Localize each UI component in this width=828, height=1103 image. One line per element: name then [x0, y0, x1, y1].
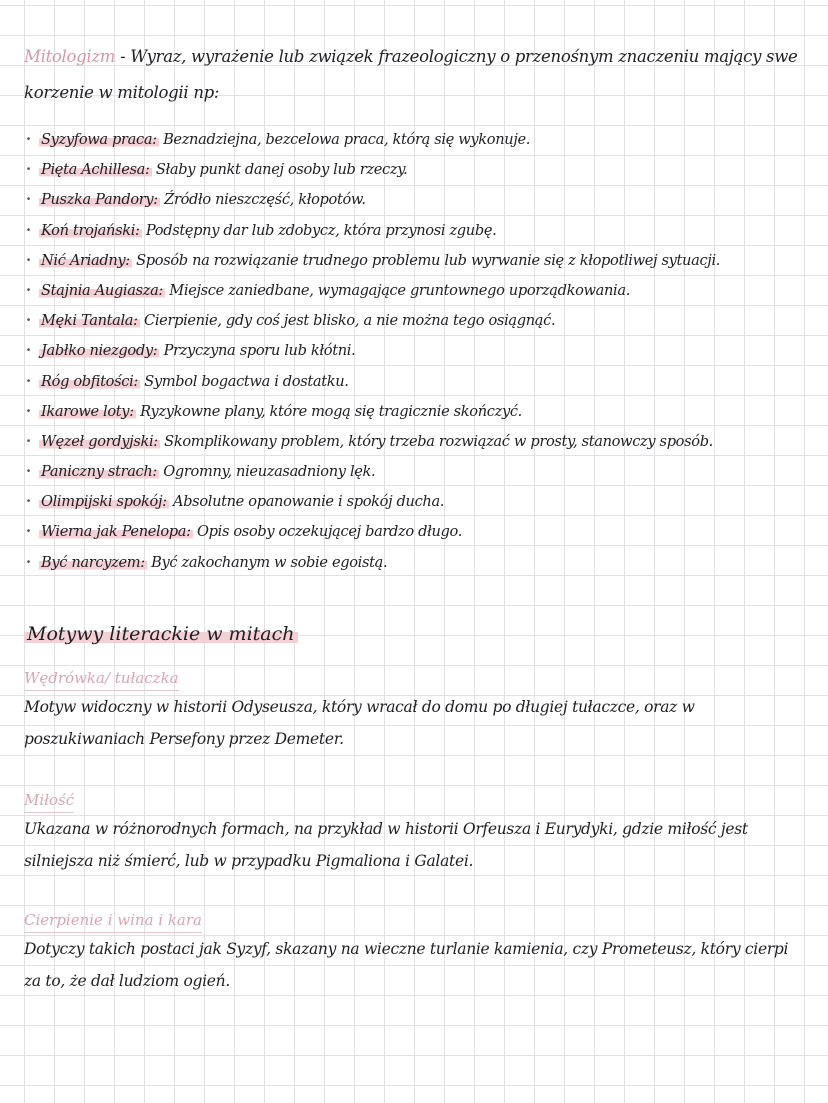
list-item-term: Puszka Pandory:: [41, 191, 158, 209]
list-item-definition: Podstępny dar lub zdobycz, która przynosi zgubę.: [145, 221, 497, 239]
bullet-icon: ·: [26, 553, 31, 571]
bullet-icon: ·: [26, 463, 31, 481]
list-item-definition: Miejsce zaniedbane, wymagające gruntownego uporządkowania.: [169, 281, 631, 299]
list-item-term: Róg obfitości:: [41, 372, 138, 390]
bullet-icon: ·: [26, 523, 31, 541]
list-item-term: Być narcyzem:: [41, 553, 145, 571]
bullet-icon: ·: [26, 131, 31, 148]
list-item-definition: Słaby punkt danej osoby lub rzeczy.: [155, 161, 408, 179]
list-item-definition: Być zakochanym w sobie egoistą.: [151, 553, 388, 571]
list-item: [26, 276, 816, 306]
intro-paragraph: [24, 39, 804, 111]
motif-title: Miłość: [24, 788, 74, 813]
bullet-icon: ·: [26, 342, 31, 360]
bullet-icon: ·: [26, 312, 31, 330]
list-item-term: Węzeł gordyjski:: [41, 432, 158, 450]
bullet-icon: ·: [26, 161, 31, 179]
list-item: [26, 185, 816, 215]
list-item-definition: Beznadziejna, bezcelowa praca, którą się wykonuje.: [163, 131, 531, 148]
bullet-icon: ·: [26, 191, 31, 209]
intro-term: Mitologizm: [24, 47, 116, 66]
motif-title: Cierpienie i wina i kara: [24, 908, 202, 933]
list-item: [26, 397, 816, 427]
list-item-definition: Przyczyna sporu lub kłótni.: [163, 342, 356, 360]
list-item: [26, 367, 816, 397]
bullet-icon: ·: [26, 372, 31, 390]
list-item-term: Paniczny strach:: [41, 463, 157, 481]
list-item-definition: Symbol bogactwa i dostatku.: [144, 372, 349, 390]
bullet-icon: ·: [26, 432, 31, 450]
list-item-term: Jabłko niezgody:: [41, 342, 158, 360]
list-item: [26, 487, 816, 517]
motif-text: Motyw widoczny w historii Odyseusza, który wracał do domu po długiej tułaczce, oraz w poszukiwaniach Persefony przez Demeter.: [24, 698, 695, 748]
motif-text: Dotyczy takich postaci jak Syzyf, skazany na wieczne turlanie kamienia, czy Prometeusz, który cierpi za to, że dał ludziom ogień.: [24, 940, 789, 990]
list-item: [26, 216, 816, 246]
bullet-icon: ·: [26, 221, 31, 239]
motif-suffering: [24, 908, 804, 997]
list-item: [26, 336, 816, 366]
bullet-icon: ·: [26, 493, 31, 511]
motif-love: [24, 788, 804, 877]
motif-text: Ukazana w różnorodnych formach, na przykład w historii Orfeusza i Eurydyki, gdzie miłość jest silniejsza niż śmierć, lub w przypadku Pigmaliona i Galatei.: [24, 820, 748, 870]
list-item-term: Syzyfowa praca:: [41, 131, 157, 148]
list-item-term: Wierna jak Penelopa:: [41, 523, 191, 541]
list-item-term: Pięta Achillesa:: [41, 161, 150, 179]
list-item-definition: Ogromny, nieuzasadniony lęk.: [163, 463, 376, 481]
list-item-definition: Absolutne opanowanie i spokój ducha.: [173, 493, 445, 511]
bullet-icon: ·: [26, 281, 31, 299]
list-item-term: Olimpijski spokój:: [41, 493, 167, 511]
list-item: [26, 125, 816, 155]
intro-definition: - Wyraz, wyrażenie lub związek frazeologiczny o przenośnym znaczeniu mający swe korzenie w mitologii np:: [24, 47, 798, 102]
list-item-definition: Cierpienie, gdy coś jest blisko, a nie można tego osiągnąć.: [144, 312, 556, 330]
list-item-definition: Skomplikowany problem, który trzeba rozwiązać w prosty, stanowczy sposób.: [164, 432, 713, 450]
list-item: [26, 306, 816, 336]
list-item: [26, 517, 816, 547]
bullet-icon: ·: [26, 251, 31, 269]
list-item-term: Stajnia Augiasza:: [41, 281, 163, 299]
list-item: [26, 548, 816, 578]
mythologism-list: [26, 125, 816, 578]
list-item: [26, 457, 816, 487]
section-title-text: Motywy literackie w mitach: [24, 623, 298, 645]
list-item: [26, 427, 816, 457]
list-item-definition: Opis osoby oczekującej bardzo długo.: [197, 523, 462, 541]
motif-title: Wędrówka/ tułaczka: [24, 666, 179, 691]
list-item: [26, 155, 816, 185]
list-item: [26, 246, 816, 276]
list-item-term: Ikarowe loty:: [41, 402, 134, 420]
list-item-definition: Ryzykowne plany, które mogą się tragicznie skończyć.: [140, 402, 522, 420]
bullet-icon: ·: [26, 402, 31, 420]
section-title: [24, 617, 298, 651]
list-item-definition: Sposób na rozwiązanie trudnego problemu lub wyrwanie się z kłopotliwej sytuacji.: [136, 251, 721, 269]
list-item-definition: Źródło nieszczęść, kłopotów.: [164, 191, 366, 209]
list-item-term: Męki Tantala:: [41, 312, 138, 330]
list-item-term: Koń trojański:: [41, 221, 140, 239]
motif-wandering: [24, 666, 804, 755]
list-item-term: Nić Ariadny:: [41, 251, 130, 269]
